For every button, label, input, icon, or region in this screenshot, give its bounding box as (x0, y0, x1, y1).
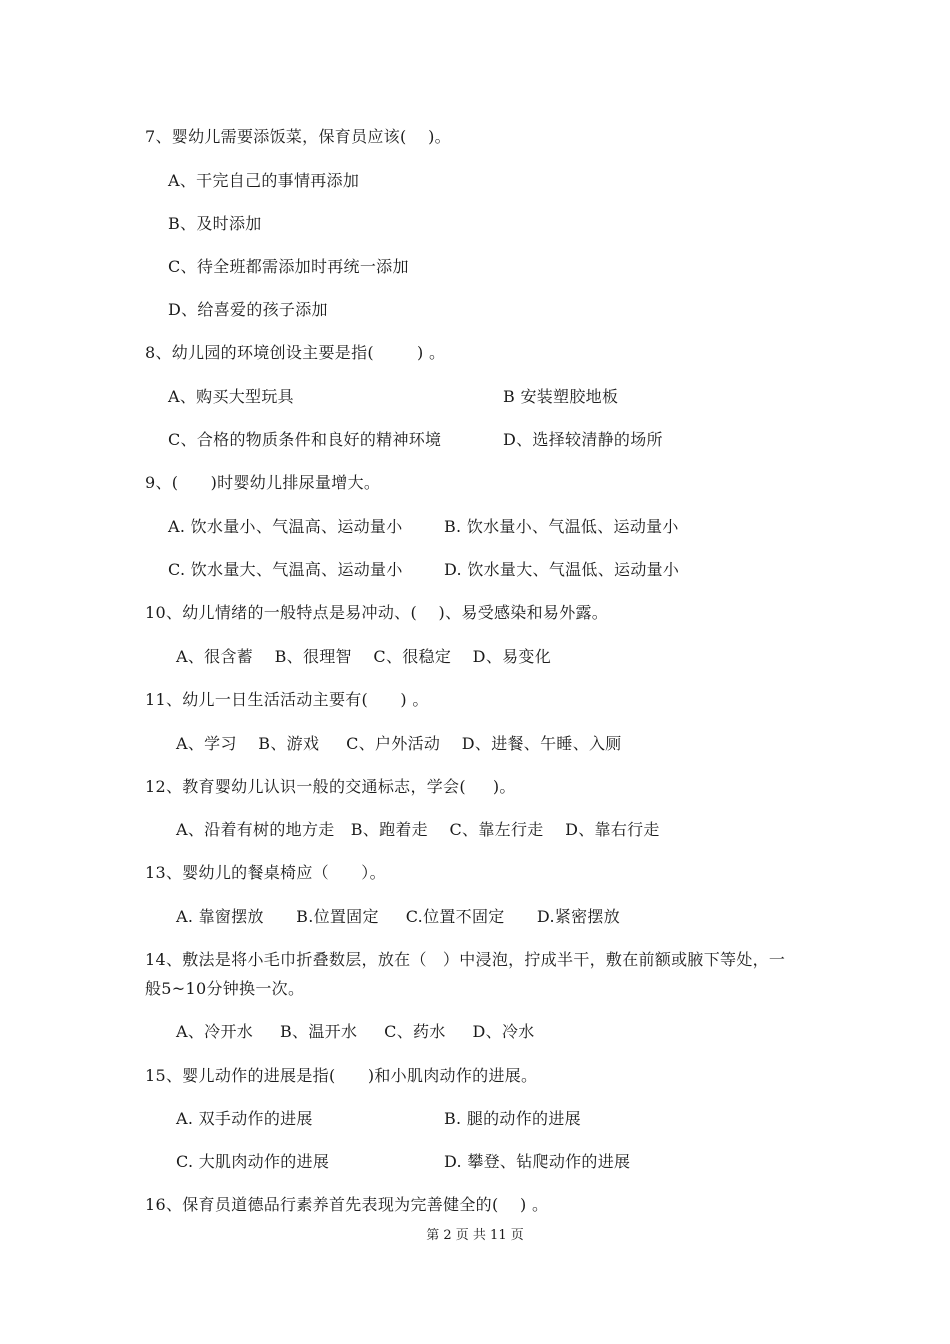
option-7c: C、待全班都需添加时再统一添加 (168, 257, 409, 276)
option-9d: D. 饮水量大、气温低、运动量小 (444, 560, 680, 579)
option-15d: D. 攀登、钻爬动作的进展 (444, 1152, 631, 1171)
question-11: 11、幼儿一日生活活动主要有( ) 。 (145, 690, 429, 709)
options-11: A、学习 B、游戏 C、户外活动 D、进餐、午睡、入厕 (176, 734, 622, 753)
option-8d: D、选择较清静的场所 (503, 430, 663, 449)
option-8a: A、购买大型玩具 (168, 387, 294, 406)
question-7: 7、婴幼儿需要添饭菜，保育员应该( )。 (145, 127, 451, 146)
option-8c: C、合格的物质条件和良好的精神环境 (168, 430, 442, 449)
question-10: 10、幼儿情绪的一般特点是易冲动、( )、易受感染和易外露。 (145, 603, 609, 622)
question-8: 8、幼儿园的环境创设主要是指( ) 。 (145, 343, 446, 362)
option-15b: B. 腿的动作的进展 (444, 1109, 581, 1128)
option-7b: B、及时添加 (168, 214, 262, 233)
options-13: A. 靠窗摆放 B.位置固定 C.位置不固定 D.紧密摆放 (176, 907, 621, 926)
options-10: A、很含蓄 B、很理智 C、很稳定 D、易变化 (176, 647, 552, 666)
question-15: 15、婴儿动作的进展是指( )和小肌肉动作的进展。 (145, 1066, 538, 1085)
question-12: 12、教育婴幼儿认识一般的交通标志，学会( )。 (145, 777, 516, 796)
options-12: A、沿着有树的地方走 B、跑着走 C、靠左行走 D、靠右行走 (176, 820, 660, 839)
question-14-cont: 般5~10分钟换一次。 (145, 979, 305, 998)
question-13: 13、婴幼儿的餐桌椅应（ ）。 (145, 863, 386, 882)
question-14: 14、敷法是将小毛巾折叠数层，放在（ ）中浸泡，拧成半干，敷在前额或腋下等处，一 (145, 950, 786, 969)
question-9: 9、( )时婴幼儿排尿量增大。 (145, 473, 381, 492)
question-16: 16、保育员道德品行素养首先表现为完善健全的( ) 。 (145, 1195, 549, 1214)
options-14: A、冷开水 B、温开水 C、药水 D、冷水 (176, 1022, 535, 1041)
option-15a: A. 双手动作的进展 (176, 1109, 313, 1128)
option-15c: C. 大肌肉动作的进展 (176, 1152, 330, 1171)
page-footer: 第 2 页 共 11 页 (426, 1228, 524, 1243)
option-7d: D、给喜爱的孩子添加 (168, 300, 328, 319)
option-9c: C. 饮水量大、气温高、运动量小 (168, 560, 403, 579)
option-7a: A、干完自己的事情再添加 (168, 171, 360, 190)
option-9a: A. 饮水量小、气温高、运动量小 (168, 517, 403, 536)
option-8b: B 安装塑胶地板 (503, 387, 619, 406)
option-9b: B. 饮水量小、气温低、运动量小 (444, 517, 679, 536)
